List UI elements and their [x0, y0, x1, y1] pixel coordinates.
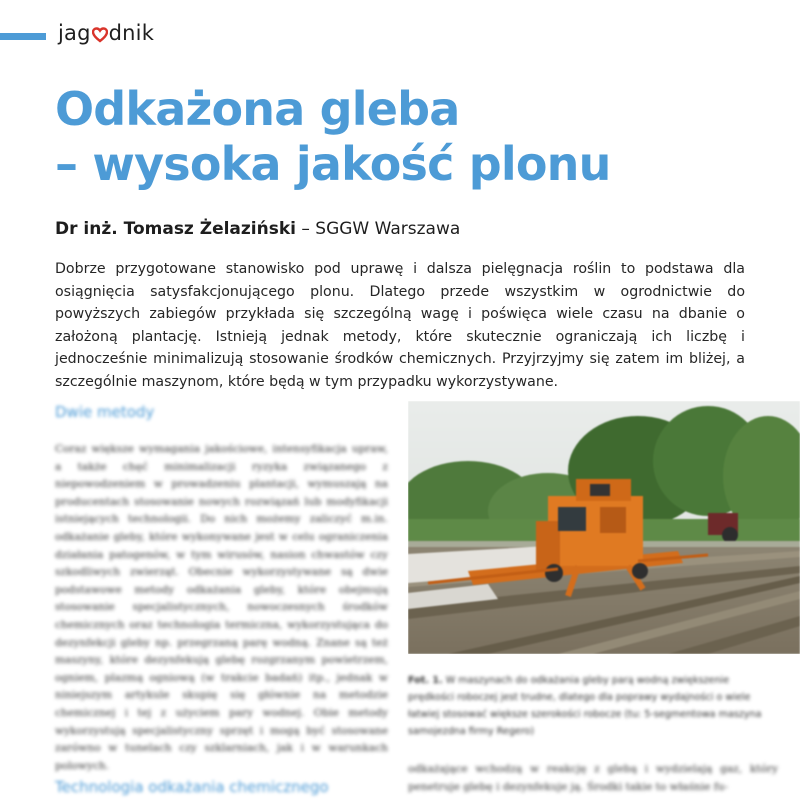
section-heading-chemical: Technologia odkażania chemicznego	[55, 778, 329, 796]
body-text-column-2: odkażające wchodzą w reakcję z glebą i wydzielają gaz, który penetruje glebę i dezynfekuje ją. Środki takie to właśnie fu-	[408, 763, 778, 793]
masthead-accent-bar	[0, 33, 46, 40]
article-photo-soil-steaming-machine	[408, 401, 800, 654]
lead-paragraph: Dobrze przygotowane stanowisko pod uprawę i dalsza pielęgnacja roślin to podstawa dla osiągnięcia satysfakcjonującego plonu. Dlatego przede wszystkim w ogrodnictwie do powyższych zabiegów przykłada się szczególną wagę i poświęca wiele czasu na dbanie o założoną plantację. Istnieją jednak metody, które skutecznie ograniczają ich liczbę i jednocześnie minimalizują stosowanie środków chemicznych. Przyjrzyjmy się zatem im bliżej, a szczególnie maszynom, które będą w tym przypadku wykorzystywane.	[55, 261, 745, 390]
author-name: Dr inż. Tomasz Żelaziński	[55, 219, 296, 239]
photo-caption: Fot. 1. W maszynach do odkażania gleby parą wodną zwiększenie prędkości roboczej jest trudne, dlatego dla poprawy wydajności o wiele łatwiej stosować większe szerokości robocze (tu: 5-segmentowa maszyna samojezdna firmy Regero)	[408, 675, 762, 737]
article-title: Odkażona gleba – wysoka jakość plonu	[55, 82, 611, 191]
section-heading-two-methods: Dwie metody	[55, 403, 155, 421]
heart-icon	[92, 27, 108, 43]
author-affiliation: – SGGW Warszawa	[301, 219, 461, 239]
masthead-logo[interactable]: jag dnik	[58, 21, 155, 45]
body-text-column-1: Coraz większe wymagania jakościowe, intensyfikacja upraw, a także chęć minimalizacji ryzyka związanego z niepowodzeniem w prowadzeniu plantacji, wymuszają na producentach stosowanie nowych rozwiązań lub modyfikacji istniejących technologii. Do nich możemy zaliczyć m.in. odkażanie gleby, które wykonywane jest w celu ograniczenia działania patogenów, w tym wirusów, nasion chwastów czy szkodliwych zwierząt. Obecnie wykorzystywane są dwie podstawowe metody odkażania gleby, które obejmują stosowanie specjalistycznych, nowoczesnych środków chemicznych oraz technologia termiczna, wykorzystująca do dezynfekcji gleby np. przegrzaną parę wodną. Znane są też maszyny, które dezynfekują glebę rozgrzanym powietrzem, ogniem, plazmą ogniową (w trakcie badań) itp., jednak w niniejszym artykule skupię się głównie na metodzie chemicznej i tej z użyciem pary wodnej. Obie metody wykorzystują specjalistyczny sprzęt i mogą być stosowane zarówno w tunelach czy szklarniach, jak i w warunkach polowych.	[55, 443, 388, 772]
byline	[55, 219, 460, 239]
